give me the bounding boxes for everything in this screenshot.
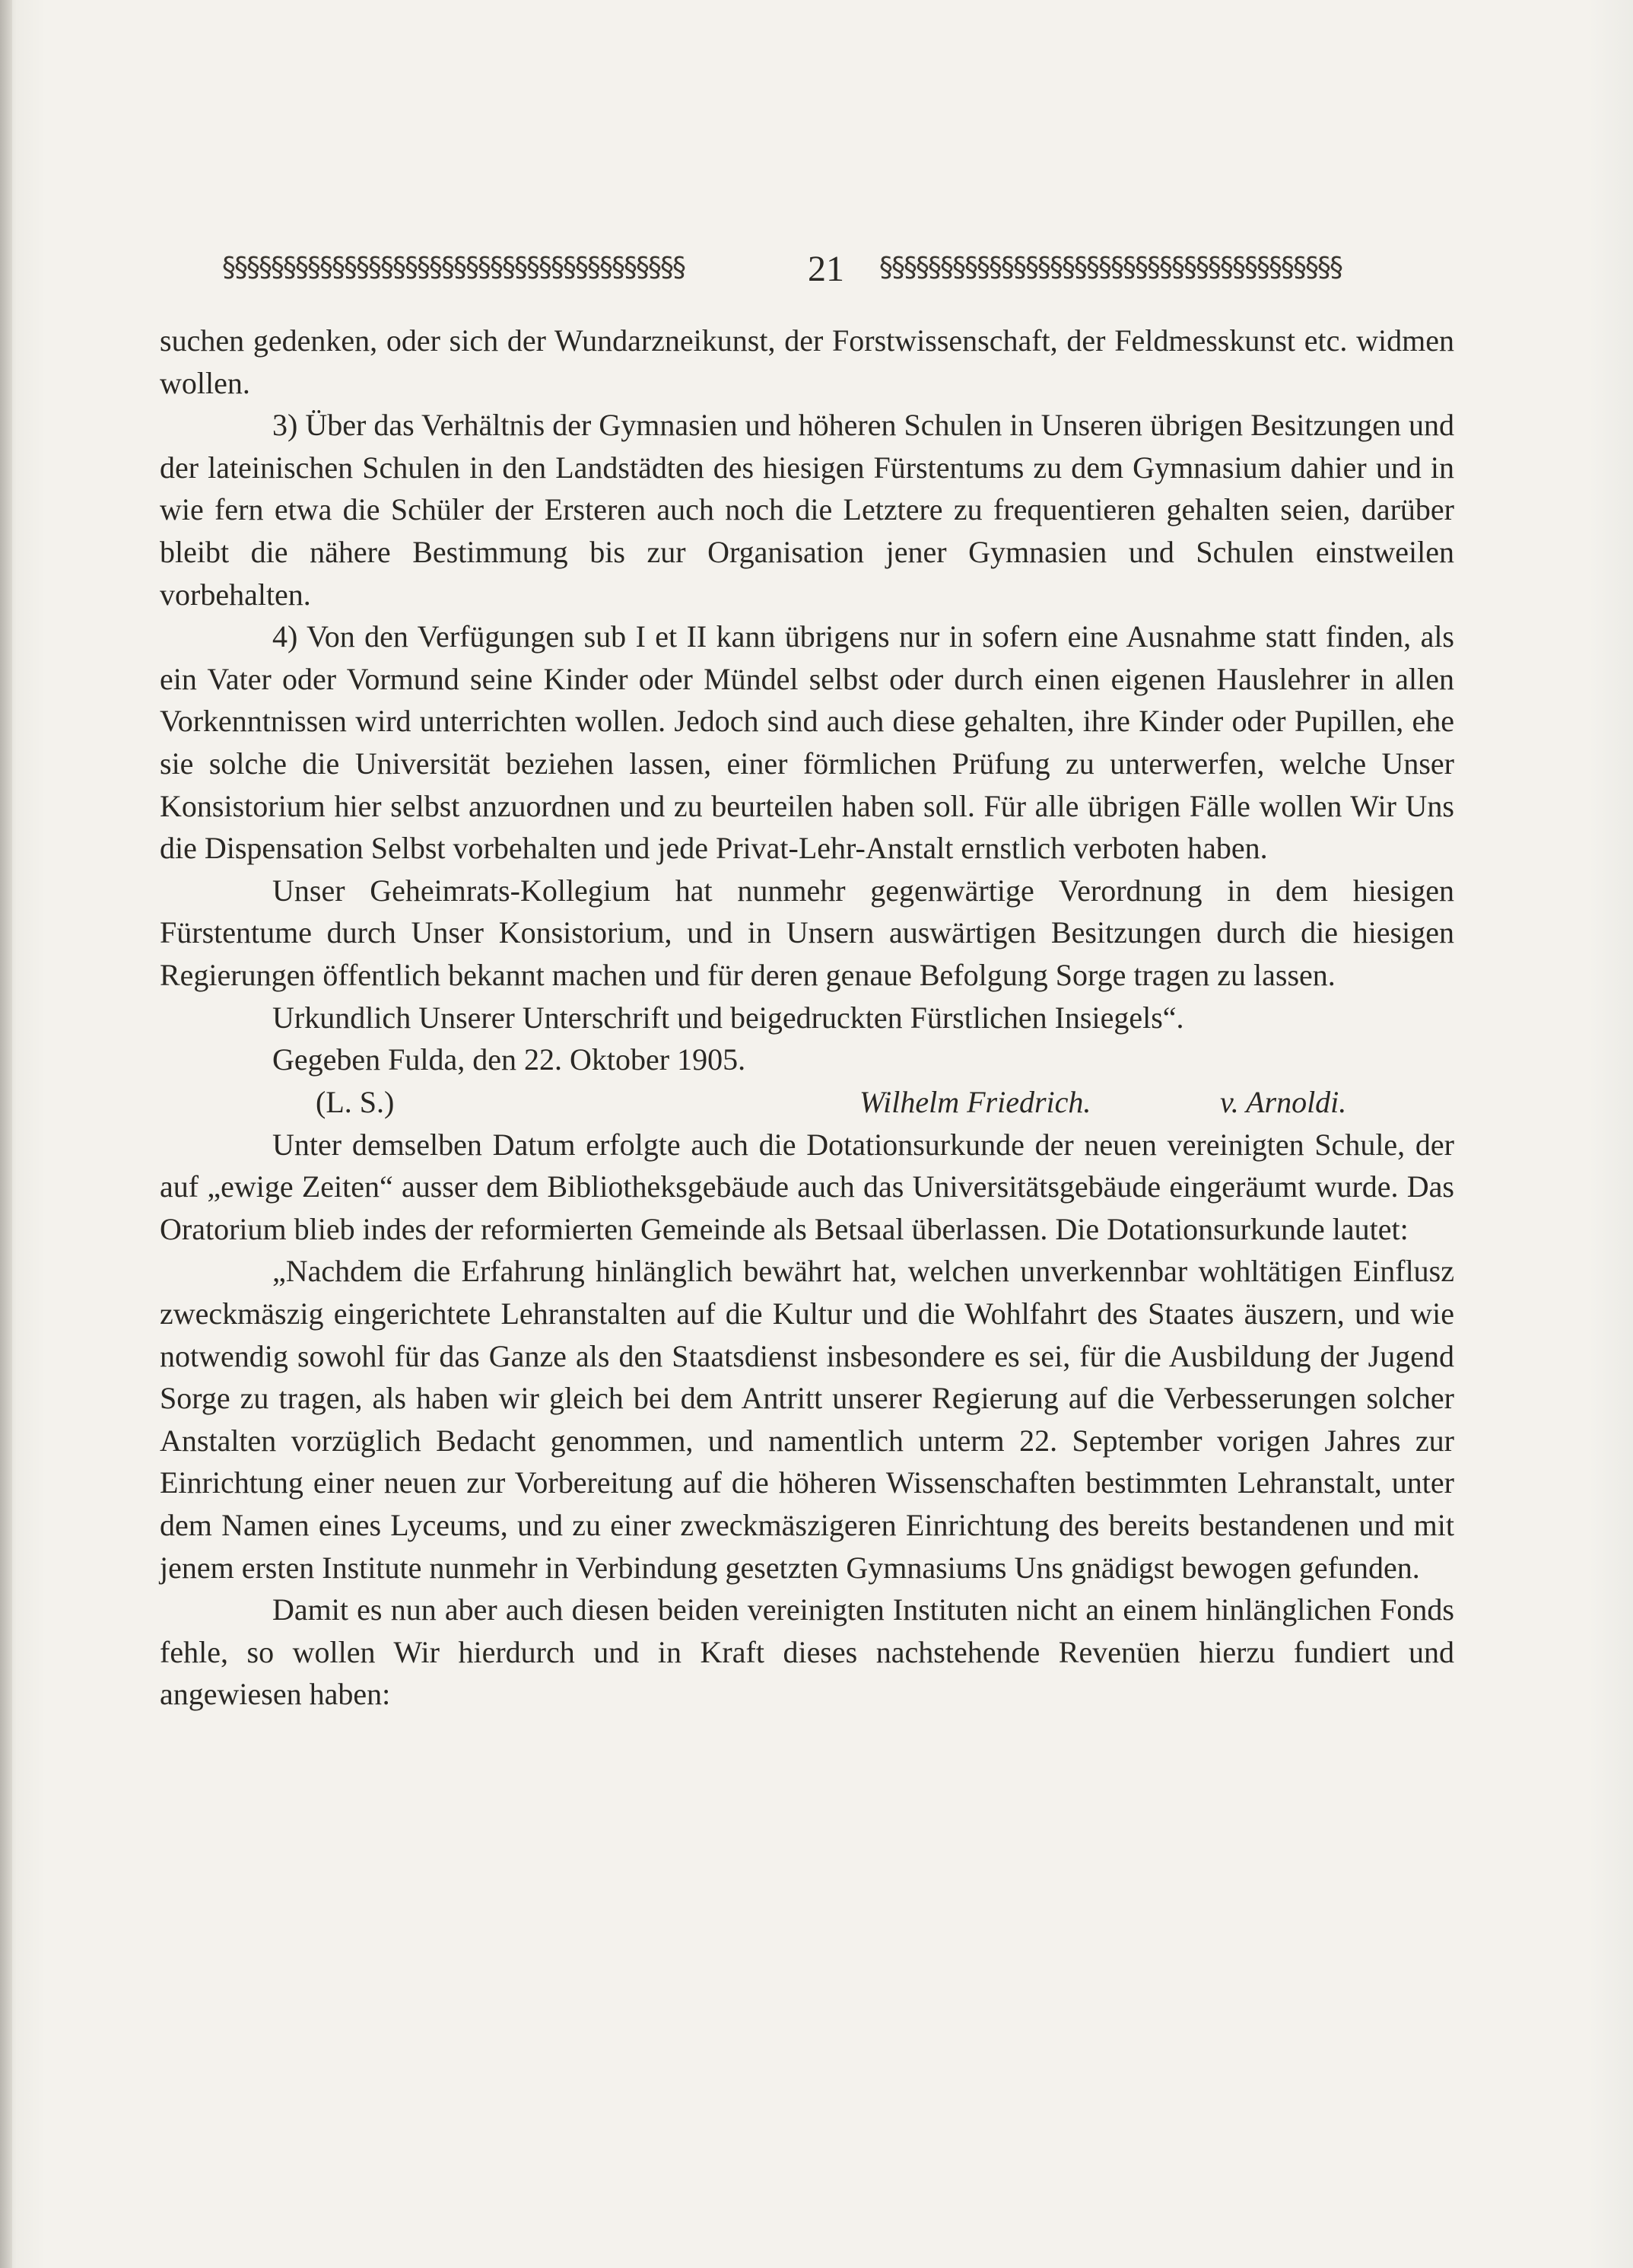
body-text <box>160 320 1454 1716</box>
signer-name-1: Wilhelm Friedrich. <box>859 1084 1091 1119</box>
page-header <box>222 245 1430 294</box>
paragraph-decree: Unser Geheimrats-Kollegium hat nunmehr gegenwärtige Verordnung in dem hiesigen Fürstentume durch Unser Konsistorium, und in Unsern auswärtigen Besitzungen durch die hiesigen Regierungen öffentlich bekannt machen und für deren genaue Befolgung Sorge tragen zu lassen. <box>160 873 1454 992</box>
ornament-border-left: §§§§§§§§§§§§§§§§§§§§§§§§§§§§§§§§§§§§§§ <box>222 254 685 282</box>
signature-line <box>160 1081 1454 1124</box>
paragraph-dotation-quote: „Nachdem die Erfahrung hinlänglich bewährt hat, welchen unverkennbar wohltätigen Einflusz zweckmäszig eingerichtete Lehranstalten auf die Kultur und die Wohlfahrt des Staates äuszern, und wie notwendig sowohl für das Ganze als den Staatsdienst insbesondere es sei, für die Ausbildung der Jugend Sorge zu tragen, als haben wir gleich bei dem Antritt unserer Regierung auf die Verbesserungen solcher Anstalten vorzüglich Bedacht genommen, und namentlich unterm 22. September vorigen Jahres zur Einrichtung einer neuen zur Vorbereitung auf die höheren Wissenschaften bestimmten Lehranstalt, unter dem Namen eines Lyceums, und zu einer zweckmäszigeren Einrichtung des bereits bestandenen und mit jenem ersten Institute nunmehr in Verbindung gesetzten Gymnasiums Uns gnädigst bewogen gefunden. <box>160 1254 1454 1585</box>
paragraph-attestation: Urkundlich Unserer Unterschrift und beigedruckten Fürstlichen Insiegels“. <box>272 1000 1184 1035</box>
paragraph-item-3: 3) Über das Verhältnis der Gymnasien und höheren Schulen in Unseren übrigen Besitzungen und der lateinischen Schulen in den Landstädten des hiesigen Fürstentums zu dem Gymnasium dahier und in wie fern etwa die Schüler der Ersteren auch noch die Letztere zu frequentieren gehalten seien, darüber bleibt die nähere Bestimmung bis zur Organisation jener Gymnasien und Schulen einstweilen vorbehalten. <box>160 408 1454 612</box>
paragraph-dotation-intro: Unter demselben Datum erfolgte auch die Dotationsurkunde der neuen vereinigten Schule, der auf „ewige Zeiten“ ausser dem Bibliotheksgebäude auch das Universitätsgebäude eingeräumt wurde. Das Oratorium blieb indes der reformierten Gemeinde als Betsaal überlassen. Die Dotationsurkunde lautet: <box>160 1127 1454 1246</box>
ornament-border-right: §§§§§§§§§§§§§§§§§§§§§§§§§§§§§§§§§§§§§§ <box>879 254 1342 282</box>
paragraph-continuation: suchen gedenken, oder sich der Wundarzneikunst, der Forstwissenschaft, der Feldmesskunst etc. widmen wollen. <box>160 323 1454 400</box>
page-edge-shadow <box>0 0 12 2268</box>
paragraph-date: Gegeben Fulda, den 22. Oktober 1905. <box>272 1042 746 1077</box>
paragraph-item-4: 4) Von den Verfügungen sub I et II kann übrigens nur in sofern eine Ausnahme statt finden, als ein Vater oder Vormund seine Kinder oder Mündel selbst oder durch einen eigenen Hauslehrer in allen Vorkenntnissen wird unterrichten wollen. Jedoch sind auch diese gehalten, ihre Kinder oder Pupillen, ehe sie solche die Universität beziehen lassen, einer förmlichen Prüfung zu unterwerfen, welche Unser Konsistorium hier selbst anzuordnen und zu beurteilen haben soll. Für alle übrigen Fälle wollen Wir Uns die Dispensation Selbst vorbehalten und jede Privat-Lehr-Anstalt ernstlich verboten haben. <box>160 619 1454 866</box>
seal-mark: (L. S.) <box>316 1084 395 1119</box>
paragraph-dotation-funds: Damit es nun aber auch diesen beiden vereinigten Instituten nicht an einem hinlänglichen Fonds fehle, so wollen Wir hierdurch und in Kraft dieses nachstehende Revenüen hierzu fundiert und angewiesen haben: <box>160 1592 1454 1712</box>
signer-name-2: v. Arnoldi. <box>1220 1084 1347 1119</box>
page-number: 21 <box>808 249 844 289</box>
